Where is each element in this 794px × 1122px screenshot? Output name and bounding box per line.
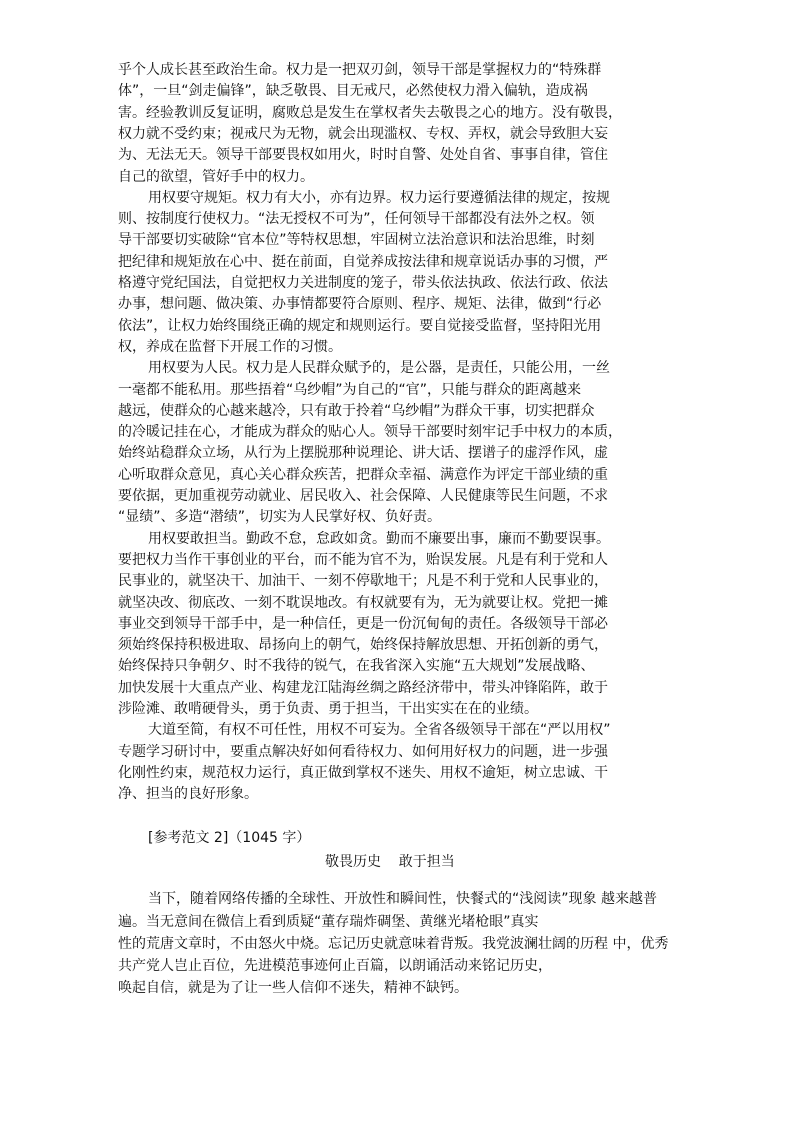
text-line: 依法”，让权力始终围绕正确的规定和规则运行。要自觉接受监督，坚持阳光用 bbox=[118, 317, 602, 334]
text-line: 专题学习研讨中，要重点解决好如何看待权力、如何用好权力的问题，进一步强 bbox=[118, 743, 608, 760]
text-line: 用权要为人民。权力是人民群众赋予的，是公器，是责任，只能公用，一丝 bbox=[148, 360, 610, 377]
text-line: 乎个人成长甚至政治生命。权力是一把双刃剑，领导干部是掌握权力的“特殊群 bbox=[118, 62, 602, 78]
text-line: 净、担当的良好形象。 bbox=[118, 786, 258, 803]
text-line: 自己的欲望，管好手中的权力。 bbox=[118, 168, 314, 185]
text-line: 就坚决改、彻底改、一刻不耽误地改。有权就要有为，无为就要让权。党把一摊 bbox=[118, 594, 608, 611]
text-line: 导干部要切实破除“官本位”等特权思想，牢固树立法治意识和法治思维，时刻 bbox=[118, 232, 595, 249]
text-line: 用权要敢担当。勤政不怠，怠政如贪。勤而不廉要出事，廉而不勤要误事。 bbox=[148, 530, 610, 547]
text-line: 须始终保持积极进取、昂扬向上的朝气，始终保持解放思想、开拓创新的勇气， bbox=[118, 637, 608, 654]
text-line: 为、无法无天。领导干部要畏权如用火，时时自警、处处自省、事事自律，管住 bbox=[118, 147, 608, 164]
essay-title: 敬畏历史 敢于担当 bbox=[325, 854, 455, 870]
text-line: 体”，一旦“剑走偏锋”，缺乏敬畏、目无戒尺，必然使权力滑入偏轨，造成祸 bbox=[118, 83, 588, 100]
text-line: 遍。当无意间在微信上看到质疑“董存瑞炸碉堡、黄继光堵枪眼”真实 bbox=[118, 914, 539, 930]
text-line: 一毫都不能私用。那些捂着“乌纱帽”为自己的“官”，只能与群众的距离越来 bbox=[118, 381, 582, 398]
text-line: 办事，想问题、做决策、办事情都要符合原则、程序、规矩、法律，做到“行必 bbox=[118, 296, 602, 313]
text-line: 性的荒唐文章时，不由怒火中烧。忘记历史就意味着背叛。我党波澜壮阔的历程 中，优秀 bbox=[118, 936, 669, 952]
text-line: 害。经验教训反复证明，腐败总是发生在掌权者失去敬畏之心的地方。没有敬畏， bbox=[118, 104, 622, 121]
text-line: 唤起自信，就是为了让一些人信仰不迷失，精神不缺钙。 bbox=[118, 980, 468, 996]
text-line: 民事业的，就坚决干、加油干、一刻不停歇地干；凡是不利于党和人民事业的， bbox=[118, 573, 608, 590]
text-line: 始终站稳群众立场，从行为上摆脱那种说理论、讲大话、摆谱子的虚浮作风，虚 bbox=[118, 445, 608, 462]
text-line: 格遵守党纪国法，自觉把权力关进制度的笼子，带头依法执政、依法行政、依法 bbox=[118, 275, 608, 291]
text-line: 化刚性约束，规范权力运行，真正做到掌权不迷失、用权不逾矩，树立忠诚、干 bbox=[118, 764, 608, 781]
text-line: 加快发展十大重点产业、构建龙江陆海丝绸之路经济带中，带头冲锋陷阵，敢于 bbox=[118, 679, 608, 696]
text-line: 的冷暖记挂在心，才能成为群众的贴心人。领导干部要时刻牢记手中权力的本质， bbox=[118, 424, 622, 441]
text-line: 大道至简，有权不可任性，用权不可妄为。全省各级领导干部在“严以用权” bbox=[148, 722, 611, 739]
text-line: 把纪律和规矩放在心中、挺在前面，自觉养成按法律和规章说话办事的习惯，严 bbox=[118, 253, 608, 270]
text-line: 涉险滩、敢啃硬骨头，勇于负责、勇于担当，干出实实在在的业绩。 bbox=[118, 701, 538, 717]
text-line: 事业交到领导干部手中，是一种信任，更是一份沉甸甸的责任。各级领导干部必 bbox=[118, 615, 608, 632]
text-line: 权力就不受约束；视戒尺为无物，就会出现滥权、专权、弄权，就会导致胆大妄 bbox=[118, 125, 608, 142]
text-line: 越远，使群众的心越来越冷，只有敢于拎着“乌纱帽”为群众干事，切实把群众 bbox=[118, 402, 595, 419]
text-line: 则、按制度行使权力。“法无授权不可为”，任何领导干部都没有法外之权。领 bbox=[118, 211, 595, 228]
text-line: 当下，随着网络传播的全球性、开放性和瞬间性，快餐式的“浅阅读”现象 越来越普 bbox=[148, 891, 657, 907]
text-line: 共产党人岂止百位，先进模范事迹何止百篇，以朗诵活动来铭记历史， bbox=[118, 958, 552, 974]
text-line: 用权要守规矩。权力有大小，亦有边界。权力运行要遵循法律的规定，按规 bbox=[148, 189, 610, 206]
text-line: 要依据，更加重视劳动就业、居民收入、社会保障、人民健康等民生问题，不求 bbox=[118, 488, 608, 504]
text-line: 始终保持只争朝夕、时不我待的锐气，在我省深入实施“五大规划”发展战略、 bbox=[118, 658, 595, 675]
text-line: 权，养成在监督下开展工作的习惯。 bbox=[118, 338, 342, 355]
text-line: 心听取群众意见，真心关心群众疾苦，把群众幸福、满意作为评定干部业绩的重 bbox=[118, 466, 608, 483]
reference-label: [参考范文 2]（1045 字） bbox=[148, 830, 311, 846]
text-line: “显绩”、多造“潜绩”，切实为人民掌好权、负好责。 bbox=[118, 509, 442, 526]
text-line: 要把权力当作干事创业的平台，而不能为官不为，贻误发展。凡是有利于党和人 bbox=[118, 551, 608, 568]
